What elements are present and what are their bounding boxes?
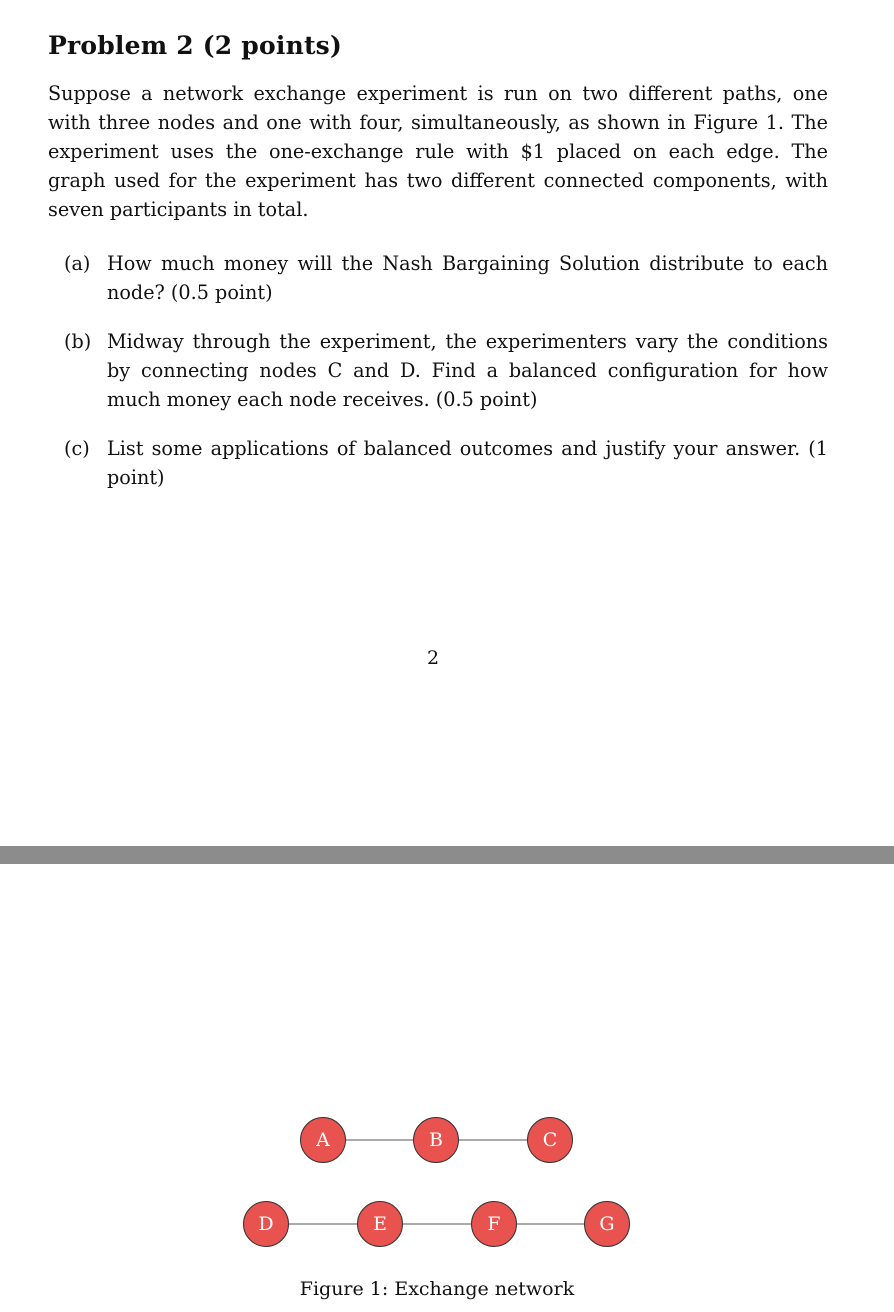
node-g xyxy=(585,1202,630,1247)
problem-title: Problem 2 (2 points) xyxy=(48,31,342,60)
node-c-label: C xyxy=(542,1129,558,1151)
page-separator xyxy=(0,846,894,864)
exchange-network-figure xyxy=(0,864,894,1274)
part-b-text: Midway through the experiment, the experimenters vary the conditions by connecting nodes C and D. Find a balanced configuration for how much money each node receives. (0.5 point) xyxy=(107,330,828,411)
node-f-label: F xyxy=(487,1213,501,1235)
node-e-label: E xyxy=(373,1213,387,1235)
node-d-label: D xyxy=(258,1213,274,1235)
node-c xyxy=(528,1118,573,1163)
page-bottom xyxy=(0,864,894,1312)
part-a-label: (a) xyxy=(64,252,91,275)
node-a xyxy=(301,1118,346,1163)
problem-part-c xyxy=(64,434,828,492)
problem-part-b xyxy=(64,327,828,414)
figure-caption: Figure 1: Exchange network xyxy=(299,1278,575,1300)
node-f xyxy=(472,1202,517,1247)
node-e xyxy=(358,1202,403,1247)
node-b-label: B xyxy=(429,1129,443,1151)
part-c-text: List some applications of balanced outcomes and justify your answer. (1 point) xyxy=(107,437,828,489)
part-c-label: (c) xyxy=(64,437,90,460)
part-b-label: (b) xyxy=(64,330,92,353)
node-a-label: A xyxy=(316,1129,330,1151)
page-number: 2 xyxy=(427,647,440,669)
node-d xyxy=(244,1202,289,1247)
problem-part-a xyxy=(64,249,828,307)
problem-intro: Suppose a network exchange experiment is run on two different paths, one with three nodes and one with four, simultaneously, as shown in Figure 1. The experiment uses the one-exchange rule with $1 placed on each edge. The graph used for the experiment has two different connected components, with seven participants in total. xyxy=(48,82,828,221)
problem-parts xyxy=(64,249,828,512)
node-b xyxy=(414,1118,459,1163)
node-g-label: G xyxy=(599,1213,615,1235)
part-a-text: How much money will the Nash Bargaining Solution distribute to each node? (0.5 point) xyxy=(107,252,828,304)
